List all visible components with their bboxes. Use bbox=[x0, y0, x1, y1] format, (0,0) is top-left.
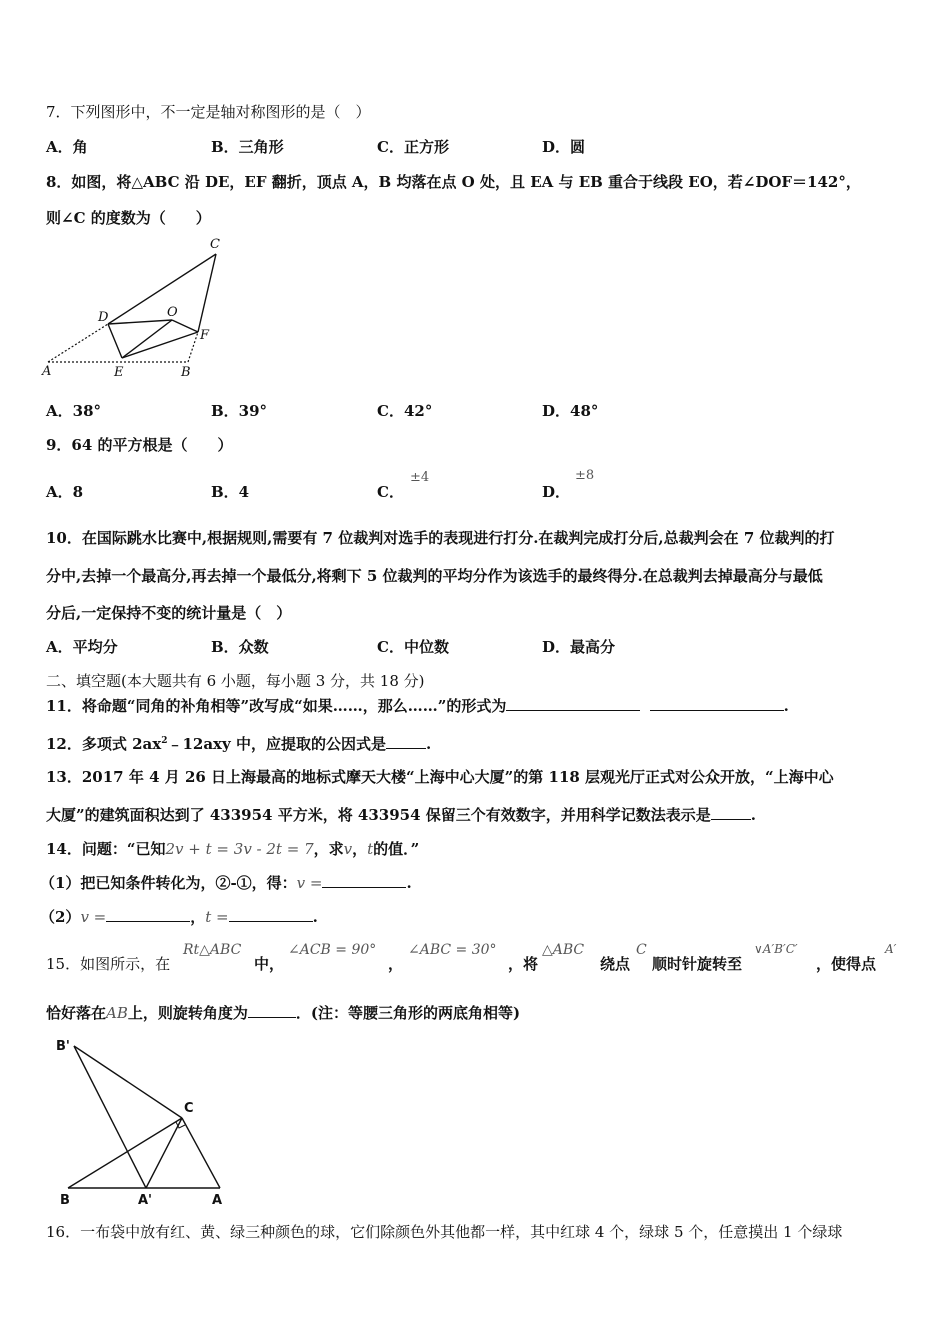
q8-option-a: A．38° bbox=[46, 402, 102, 420]
q15-blank[interactable] bbox=[248, 1003, 296, 1018]
q10-line1: 10．在国际跳水比赛中,根据规则,需要有 7 位裁判对选手的表现进行打分.在裁判完成打分后,总裁判会在 7 位裁判的打 bbox=[46, 529, 835, 547]
q15-label-b: B bbox=[60, 1193, 70, 1207]
q9-option-d: D． bbox=[542, 483, 571, 501]
q14-blank-1[interactable] bbox=[322, 873, 406, 888]
q14-blank-2[interactable] bbox=[106, 907, 190, 922]
q9-option-a: A．8 bbox=[46, 483, 84, 501]
q8-label-f: F bbox=[200, 328, 210, 343]
q15-t1: 15．如图所示，在 bbox=[46, 955, 171, 973]
q15-m3: ∠ABC = 30° bbox=[408, 942, 497, 958]
q15-t6: 顺时针旋转至 bbox=[652, 955, 743, 973]
q10-option-b: B．众数 bbox=[211, 638, 269, 656]
q13-blank[interactable] bbox=[711, 805, 751, 820]
q10-line3: 分后,一定保持不变的统计量是（ ） bbox=[46, 604, 292, 622]
q12-blank[interactable] bbox=[386, 734, 426, 749]
q15-t5: 绕点 bbox=[600, 955, 631, 973]
q7-stem: 7．下列图形中，不一定是轴对称图形的是（ ） bbox=[46, 103, 371, 121]
q16-text: 16．一布袋中放有红、黄、绿三种颜色的球，它们除颜色外其他都一样，其中红球 4 个，绿球 5 个，任意摸出 1 个绿球 bbox=[46, 1223, 843, 1241]
q12-text: 12．多项式 $2ax^2﹣12axy$ 中，应提取的公因式是 . bbox=[46, 735, 432, 753]
q11-blank-1[interactable] bbox=[506, 696, 640, 711]
q8-option-d: D．48° bbox=[542, 402, 599, 420]
q15-t3: ， bbox=[388, 955, 404, 973]
q8-label-o: O bbox=[167, 305, 178, 320]
q15-t4: ，将 bbox=[508, 955, 539, 973]
q15-label-c: C bbox=[184, 1101, 194, 1116]
q8-label-b: B bbox=[181, 365, 191, 380]
q10-option-c: C．中位数 bbox=[377, 638, 449, 656]
q8-option-c: C．42° bbox=[377, 402, 433, 420]
q8-label-a: A bbox=[42, 364, 52, 379]
q7-option-b: B．三角形 bbox=[211, 138, 284, 156]
q13-line1: 13．2017 年 4 月 26 日上海最高的地标式摩天大楼“上海中心大厦”的第 118 层观光厅正式对公众开放，“上海中心 bbox=[46, 768, 834, 786]
q15-line2: 恰好落在AB上，则旋转角度为 ．(注：等腰三角形的两底角相等) bbox=[46, 1004, 521, 1022]
q8-label-e: E bbox=[114, 365, 124, 380]
q15-m1: Rt△ABC bbox=[183, 942, 242, 958]
q11-text: 11．将命题“同角的补角相等”改写成“如果……，那么……”的形式为 . bbox=[46, 697, 789, 715]
q10-line2: 分中,去掉一个最高分,再去掉一个最低分,将剩下 5 位裁判的平均分作为该选手的最终得分.在总裁判去掉最高分与最低 bbox=[46, 567, 823, 585]
q15-m2: ∠ACB = 90° bbox=[288, 942, 377, 958]
q9-option-d-math: ±8 bbox=[575, 468, 595, 483]
q7-option-a: A．角 bbox=[46, 138, 88, 156]
q15-m6: ∨A′B′C′ bbox=[754, 942, 798, 956]
q15-label-a1: A' bbox=[138, 1193, 153, 1207]
q14-sub1: （1）把已知条件转化为，②-①，得：v = . bbox=[40, 874, 412, 892]
q15-m7: A′ bbox=[885, 942, 897, 956]
q8-label-c: C bbox=[210, 237, 220, 252]
q15-m4: △ABC bbox=[542, 942, 585, 958]
section2-heading: 二、填空题(本大题共有 6 小题，每小题 3 分，共 18 分) bbox=[46, 672, 425, 690]
q15-t7: ，使得点 bbox=[816, 955, 877, 973]
q15-label-a: A bbox=[212, 1193, 223, 1207]
q9-option-c-math: ±4 bbox=[410, 470, 430, 485]
q14-sub2: （2）v = ，t = . bbox=[40, 908, 318, 926]
q10-option-d: D．最高分 bbox=[542, 638, 616, 656]
q7-option-c: C．正方形 bbox=[377, 138, 449, 156]
q14-stem: 14．问题：“已知2v + t = 3v - 2t = 7，求v，t的值．” bbox=[46, 840, 420, 858]
q8-option-b: B．39° bbox=[211, 402, 268, 420]
q7-option-d: D．圆 bbox=[542, 138, 586, 156]
q14-blank-3[interactable] bbox=[229, 907, 313, 922]
q15-figure bbox=[48, 1032, 238, 1207]
q8-figure bbox=[40, 232, 240, 382]
q10-option-a: A．平均分 bbox=[46, 638, 118, 656]
q8-stem-line2: 则∠C 的度数为（ ） bbox=[46, 209, 211, 227]
q15-label-b1: B' bbox=[56, 1039, 70, 1054]
q9-option-b: B．4 bbox=[211, 483, 250, 501]
q9-option-c: C． bbox=[377, 483, 404, 501]
q9-stem: 9．64 的平方根是（ ） bbox=[46, 436, 233, 454]
q8-stem-line1: 8．如图，将△ABC 沿 DE，EF 翻折，顶点 A，B 均落在点 O 处，且 EA 与 EB 重合于线段 EO，若∠DOF＝142°， bbox=[46, 173, 861, 191]
q14-equation: 2v + t = 3v - 2t = 7 bbox=[165, 840, 314, 858]
q15-t2: 中， bbox=[254, 955, 285, 973]
q15-m5: C bbox=[636, 942, 647, 958]
q13-line2: 大厦”的建筑面积达到了 433954 平方米，将 433954 保留三个有效数字，并用科学记数法表示是 . bbox=[46, 806, 756, 824]
q11-blank-2[interactable] bbox=[650, 696, 784, 711]
q8-label-d: D bbox=[98, 310, 109, 325]
